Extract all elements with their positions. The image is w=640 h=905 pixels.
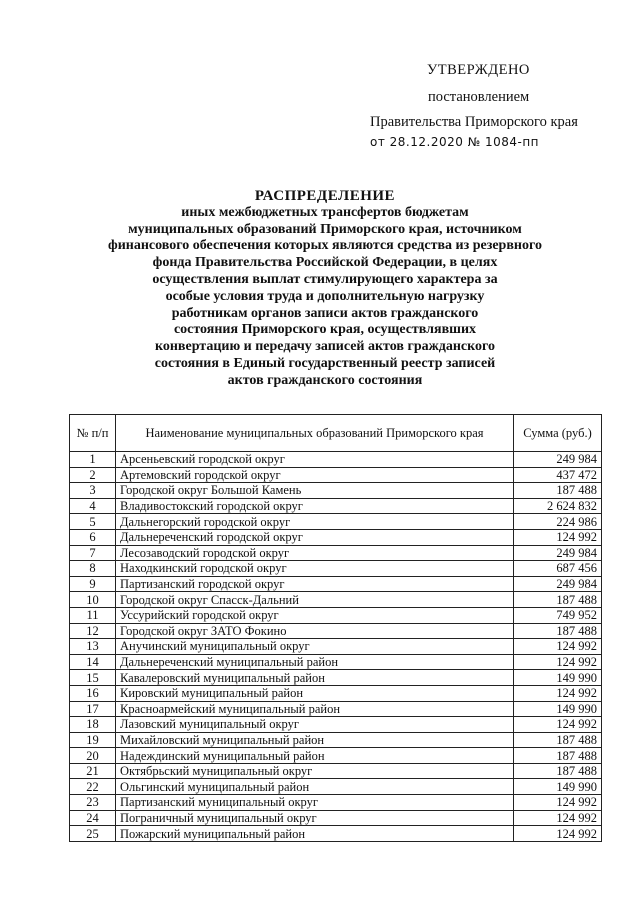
row-sum: 749 952 (514, 607, 602, 623)
table-row (70, 623, 602, 639)
row-sum: 224 986 (514, 514, 602, 530)
row-number: 23 (70, 795, 116, 811)
row-sum: 124 992 (514, 654, 602, 670)
municipality-name: Дальнегорский городской округ (116, 514, 514, 530)
table-row (70, 701, 602, 717)
row-sum: 437 472 (514, 467, 602, 483)
municipality-name: Михайловский муниципальный район (116, 732, 514, 748)
table-row (70, 717, 602, 733)
row-number: 8 (70, 561, 116, 577)
municipality-name: Анучинский муниципальный округ (116, 639, 514, 655)
municipality-name: Уссурийский городской округ (116, 607, 514, 623)
distribution-table (69, 414, 602, 842)
table-header-row (70, 415, 602, 452)
table-row (70, 779, 602, 795)
table-row (70, 467, 602, 483)
table-row (70, 483, 602, 499)
municipality-name: Кавалеровский муниципальный район (116, 670, 514, 686)
row-sum: 124 992 (514, 529, 602, 545)
document-title (60, 188, 590, 390)
row-sum: 149 990 (514, 701, 602, 717)
title-line: иных межбюджетных трансфертов бюджетам (181, 204, 469, 220)
row-number: 22 (70, 779, 116, 795)
row-sum: 249 984 (514, 452, 602, 468)
municipality-name: Лесозаводский городской округ (116, 545, 514, 561)
approval-by: постановлением (428, 89, 530, 105)
municipality-name: Партизанский городской округ (116, 576, 514, 592)
approval-authority: Правительства Приморского края (370, 114, 578, 130)
row-number: 2 (70, 467, 116, 483)
municipality-name: Дальнереченский муниципальный район (116, 654, 514, 670)
municipality-name: Городской округ Спасск-Дальний (116, 592, 514, 608)
row-number: 18 (70, 717, 116, 733)
row-number: 13 (70, 639, 116, 655)
row-number: 10 (70, 592, 116, 608)
row-sum: 249 984 (514, 576, 602, 592)
municipality-name: Пограничный муниципальный округ (116, 810, 514, 826)
municipality-name: Артемовский городской округ (116, 467, 514, 483)
title-main: РАСПРЕДЕЛЕНИЕ (254, 188, 396, 204)
header-sum: Сумма (руб.) (514, 415, 602, 452)
title-line: осуществления выплат стимулирующего характера за (152, 271, 498, 287)
municipality-name: Красноармейский муниципальный район (116, 701, 514, 717)
row-sum: 124 992 (514, 639, 602, 655)
table-row (70, 514, 602, 530)
table-row (70, 529, 602, 545)
table-row (70, 545, 602, 561)
title-line: муниципальных образований Приморского края, источником (128, 221, 522, 237)
row-sum: 187 488 (514, 732, 602, 748)
municipality-name: Городской округ ЗАТО Фокино (116, 623, 514, 639)
municipality-name: Городской округ Большой Камень (116, 483, 514, 499)
municipality-name: Октябрьский муниципальный округ (116, 763, 514, 779)
row-number: 9 (70, 576, 116, 592)
table-row (70, 685, 602, 701)
row-number: 25 (70, 826, 116, 842)
row-number: 15 (70, 670, 116, 686)
row-number: 3 (70, 483, 116, 499)
row-sum: 124 992 (514, 826, 602, 842)
header-name: Наименование муниципальных образований Приморского края (116, 415, 514, 452)
row-sum: 187 488 (514, 623, 602, 639)
row-sum: 149 990 (514, 779, 602, 795)
municipality-name: Лазовский муниципальный округ (116, 717, 514, 733)
row-sum: 149 990 (514, 670, 602, 686)
municipality-name: Ольгинский муниципальный район (116, 779, 514, 795)
table-row (70, 732, 602, 748)
table-row (70, 810, 602, 826)
table-row (70, 795, 602, 811)
row-sum: 187 488 (514, 483, 602, 499)
row-sum: 124 992 (514, 795, 602, 811)
row-sum: 187 488 (514, 592, 602, 608)
title-line: состояния в Единый государственный реестр записей (154, 355, 496, 371)
row-number: 16 (70, 685, 116, 701)
row-number: 21 (70, 763, 116, 779)
title-line: фонда Правительства Российской Федерации, в целях (152, 255, 498, 271)
row-sum: 124 992 (514, 717, 602, 733)
row-number: 17 (70, 701, 116, 717)
row-sum: 187 488 (514, 748, 602, 764)
header-number: № п/п (70, 415, 116, 452)
row-number: 6 (70, 529, 116, 545)
row-sum: 124 992 (514, 810, 602, 826)
municipality-name: Партизанский муниципальный округ (116, 795, 514, 811)
row-sum: 687 456 (514, 561, 602, 577)
municipality-name: Дальнереченский городской округ (116, 529, 514, 545)
title-line: особые условия труда и дополнительную нагрузку (165, 288, 485, 304)
table-row (70, 763, 602, 779)
title-line: актов гражданского состояния (227, 372, 423, 388)
title-line: состояния Приморского края, осуществлявших (173, 322, 477, 338)
row-number: 14 (70, 654, 116, 670)
municipality-name: Надеждинский муниципальный район (116, 748, 514, 764)
table-row (70, 561, 602, 577)
row-number: 7 (70, 545, 116, 561)
title-subtitle (60, 205, 590, 390)
municipality-name: Находкинский городской округ (116, 561, 514, 577)
table-row (70, 592, 602, 608)
table-row (70, 452, 602, 468)
approval-date: от 28.12.2020 № 1084-пп (370, 135, 540, 149)
row-sum: 187 488 (514, 763, 602, 779)
table-row (70, 670, 602, 686)
row-number: 11 (70, 607, 116, 623)
table-row (70, 639, 602, 655)
row-number: 12 (70, 623, 116, 639)
table-row (70, 498, 602, 514)
row-number: 24 (70, 810, 116, 826)
row-number: 4 (70, 498, 116, 514)
municipality-name: Кировский муниципальный район (116, 685, 514, 701)
row-number: 19 (70, 732, 116, 748)
approval-stamp: УТВЕРЖДЕНО (427, 62, 530, 78)
row-number: 5 (70, 514, 116, 530)
row-sum: 249 984 (514, 545, 602, 561)
title-line: работникам органов записи актов гражданского (171, 305, 479, 321)
title-line: финансового обеспечения которых являются средства из резервного (108, 238, 542, 254)
table-row (70, 654, 602, 670)
municipality-name: Пожарский муниципальный район (116, 826, 514, 842)
row-sum: 2 624 832 (514, 498, 602, 514)
municipality-name: Арсеньевский городской округ (116, 452, 514, 468)
row-number: 20 (70, 748, 116, 764)
table-row (70, 576, 602, 592)
table-row (70, 607, 602, 623)
municipality-name: Владивостокский городской округ (116, 498, 514, 514)
row-number: 1 (70, 452, 116, 468)
table-row (70, 826, 602, 842)
title-line: конвертацию и передачу записей актов гражданского (154, 339, 496, 355)
table-row (70, 748, 602, 764)
row-sum: 124 992 (514, 685, 602, 701)
